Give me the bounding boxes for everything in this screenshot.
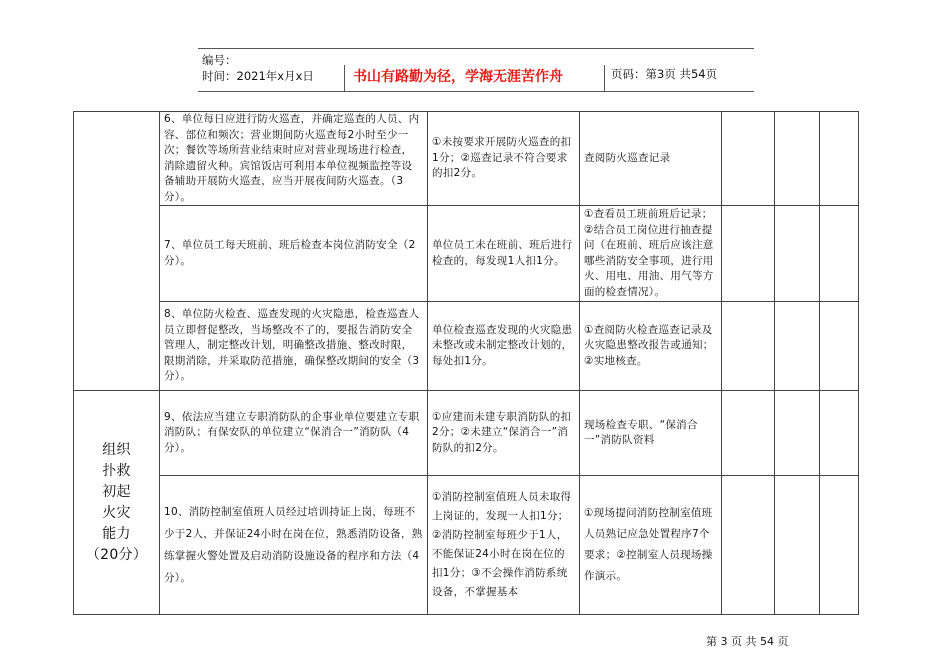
table-row <box>74 391 859 476</box>
method-cell: ①现场提问消防控制室值班人员熟记应急处置程序7个要求；②控制室人员现场操作演示。 <box>580 476 722 615</box>
category-line: 初起 <box>102 483 131 500</box>
score-cell <box>775 206 820 302</box>
score-cell <box>775 112 820 206</box>
score-cell <box>722 112 775 206</box>
category-score: （20分） <box>85 546 148 563</box>
requirement-cell: 10、消防控制室值班人员经过培训持证上岗，每班不少于2人，并保证24小时在岗在位，熟悉消防设备，熟练掌握火警处置及启动消防设施设备的程序和方法（4分）。 <box>160 476 428 615</box>
score-cell <box>722 476 775 615</box>
category-line: 扑救 <box>102 462 131 479</box>
deduction-cell: ①消防控制室值班人员未取得上岗证的，发现一人扣1分；②消防控制室每班少于1人，不能保证24小时在岗在位的扣1分；③不会操作消防系统设备，不掌握基本 <box>428 476 580 615</box>
category-cell-empty <box>74 112 160 391</box>
requirement-cell: 8、单位防火检查、巡查发现的火灾隐患，检查巡查人员立即督促整改，当场整改不了的，要报告消防安全管理人，制定整改计划，明确整改措施、整改时限，限期消除，并采取防范措施，确保整改期间的安全（3分）。 <box>160 302 428 391</box>
score-cell <box>722 206 775 302</box>
category-cell <box>74 391 160 615</box>
score-cell <box>775 391 820 476</box>
document-number-label: 编号： <box>202 53 237 67</box>
header-divider <box>344 65 345 91</box>
header-motto: 书山有路勤为径，学海无涯苦作舟 <box>353 69 563 85</box>
table-row <box>74 302 859 391</box>
score-cell <box>820 302 859 391</box>
category-line: 组织 <box>102 441 131 458</box>
score-cell <box>820 476 859 615</box>
deduction-cell: 单位员工未在班前、班后进行检查的，每发现1人扣1分。 <box>428 206 580 302</box>
requirement-cell: 7、单位员工每天班前、班后检查本岗位消防安全（2分）。 <box>160 206 428 302</box>
assessment-table <box>73 111 859 615</box>
document-time-label: 时间：2021年x月x日 <box>202 69 314 83</box>
method-cell: ①查看员工班前班后记录；②结合员工岗位进行抽查提问（在班前、班后应该注意哪些消防安全事项，进行用火、用电、用油、用气等方面的检查情况）。 <box>580 206 722 302</box>
page-header <box>198 48 754 92</box>
score-cell <box>775 302 820 391</box>
page-footer: 第 3 页 共 54 页 <box>706 635 789 648</box>
deduction-cell: ①未按要求开展防火巡查的扣1分；②巡查记录不符合要求的扣2分。 <box>428 112 580 206</box>
table-row <box>74 112 859 206</box>
score-cell <box>775 476 820 615</box>
table-row <box>74 206 859 302</box>
method-cell: 查阅防火巡查记录 <box>580 112 722 206</box>
requirement-cell: 6、单位每日应进行防火巡查，并确定巡查的人员、内容、部位和频次；营业期间防火巡查每2小时至少一次；餐饮等场所营业结束时应对营业现场进行检查，消除遗留火种。宾馆饭店可利用本单位视频监控等设备辅助开展防火巡查，应当开展夜间防火巡查。（3分）。 <box>160 112 428 206</box>
score-cell <box>722 391 775 476</box>
method-cell: ①查阅防火检查巡查记录及火灾隐患整改报告或通知；②实地核查。 <box>580 302 722 391</box>
category-line: 火灾 <box>102 504 131 521</box>
deduction-cell: 单位检查巡查发现的火灾隐患未整改或未制定整改计划的，每处扣1分。 <box>428 302 580 391</box>
header-page-number: 页码：第3页 共54页 <box>611 67 718 81</box>
header-meta <box>202 52 314 84</box>
category-line: 能力 <box>102 525 131 542</box>
table-row <box>74 476 859 615</box>
header-divider <box>604 65 605 91</box>
score-cell <box>820 112 859 206</box>
method-cell: 现场检查专职、“保消合一”消防队资料 <box>580 391 722 476</box>
requirement-cell: 9、依法应当建立专职消防队的企事业单位要建立专职消防队；有保安队的单位建立“保消合一”消防队（4分）。 <box>160 391 428 476</box>
score-cell <box>820 391 859 476</box>
score-cell <box>820 206 859 302</box>
score-cell <box>722 302 775 391</box>
deduction-cell: ①应建而未建专职消防队的扣2分；②未建立“保消合一”消防队的扣2分。 <box>428 391 580 476</box>
